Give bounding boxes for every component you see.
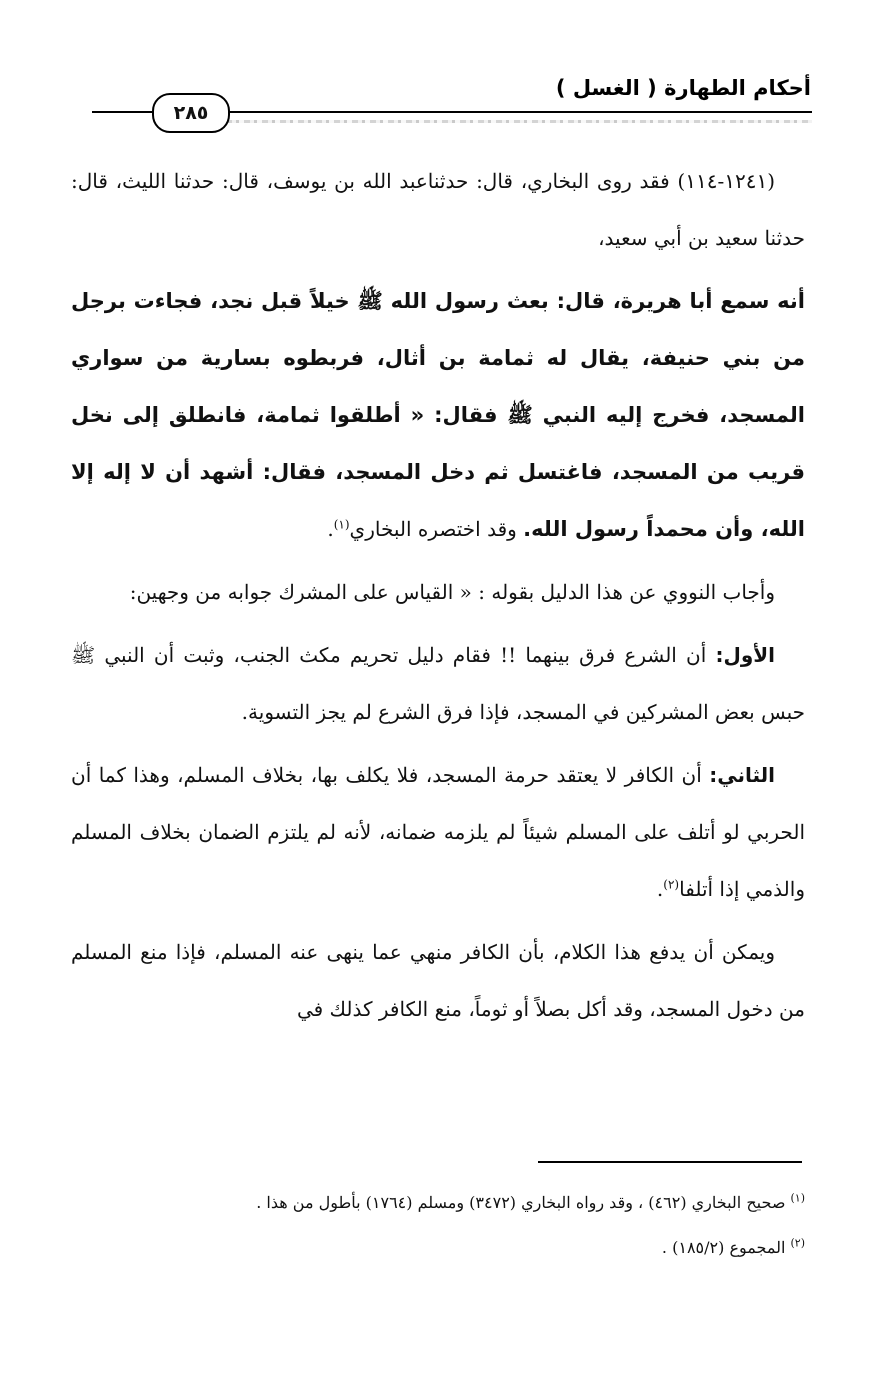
main-text (71, 153, 805, 1044)
running-title: أحكام الطهارة ( الغسل ) (555, 76, 811, 100)
hadith-tail: وقد اختصره البخاري (349, 517, 524, 541)
first-point-label: الأول: (715, 643, 775, 667)
second-point-end: . (656, 877, 664, 901)
second-point-text: أن الكافر لا يعتقد حرمة المسجد، فلا يكلف بها، بخلاف المسلم، وهذا كما أن الحربي لو أتلف على المسلم شيئاً لم يلزمه ضمانه، لأنه لم يلتزم الضمان بخلاف المسلم والذمي إذا أتلفا (71, 763, 805, 901)
paragraph-first-point (71, 627, 805, 741)
footnote-2-text: المجموع (١٨٥/٢) . (661, 1238, 791, 1257)
footnote-1-text: صحيح البخاري (٤٦٢) ، وقد رواه البخاري (٣٤٧٢) ومسلم (١٧٦٤) بأطول من هذا . (256, 1193, 791, 1212)
header-rule-shadow (226, 120, 812, 123)
paragraph-nawawi: وأجاب النووي عن هذا الدليل بقوله : « القياس على المشرك جوابه من وجهين: (129, 580, 775, 604)
paragraph-second-point (71, 747, 805, 918)
page-number-badge (152, 93, 230, 133)
footnotes (71, 1180, 805, 1270)
hadith-end: . (327, 517, 334, 541)
first-point-text: أن الشرع فرق بينهما !! فقام دليل تحريم مكث الجنب، وثبت أن النبي ﷺ حبس بعض المشركين في المسجد، فإذا فرق الشرع لم يجز التسوية. (71, 643, 805, 724)
paragraph-rebuttal: ويمكن أن يدفع هذا الكلام، بأن الكافر منهي عما ينهى عنه المسلم، فإذا منع المسلم من دخول المسجد، وقد أكل بصلاً أو ثوماً، منع الكافر كذلك في (71, 940, 805, 1021)
second-point-label: الثاني: (709, 763, 775, 787)
paragraph-isnad: (١٢٤١-١١٤) فقد روى البخاري، قال: حدثناعبد الله بن يوسف، قال: حدثنا الليث، قال: حدثنا سعيد بن أبي سعيد، (71, 169, 805, 250)
footnote-ref-2[interactable]: (٢) (663, 877, 680, 892)
paragraph-hadith (71, 273, 805, 558)
footnote-separator (538, 1161, 802, 1163)
footnote-ref-1[interactable]: (١) (333, 517, 350, 532)
footnote-1 (71, 1180, 805, 1225)
footnote-2-marker: (٢) (790, 1236, 805, 1250)
footnote-2 (71, 1225, 805, 1270)
page-number: ٢٨٥ (173, 102, 209, 124)
footnote-1-marker: (١) (790, 1191, 805, 1205)
hadith-text: أنه سمع أبا هريرة، قال: بعث رسول الله ﷺ خيلاً قبل نجد، فجاءت برجل من بني حنيفة، يقال له ثمامة بن أثال، فربطوه بسارية من سواري المسجد، فخرج إليه النبي ﷺ فقال: « أطلقوا ثمامة، فانطلق إلى نخل قريب من المسجد، فاغتسل ثم دخل المسجد، فقال: أشهد أن لا إله إلا الله، وأن محمداً رسول الله. (71, 289, 805, 541)
